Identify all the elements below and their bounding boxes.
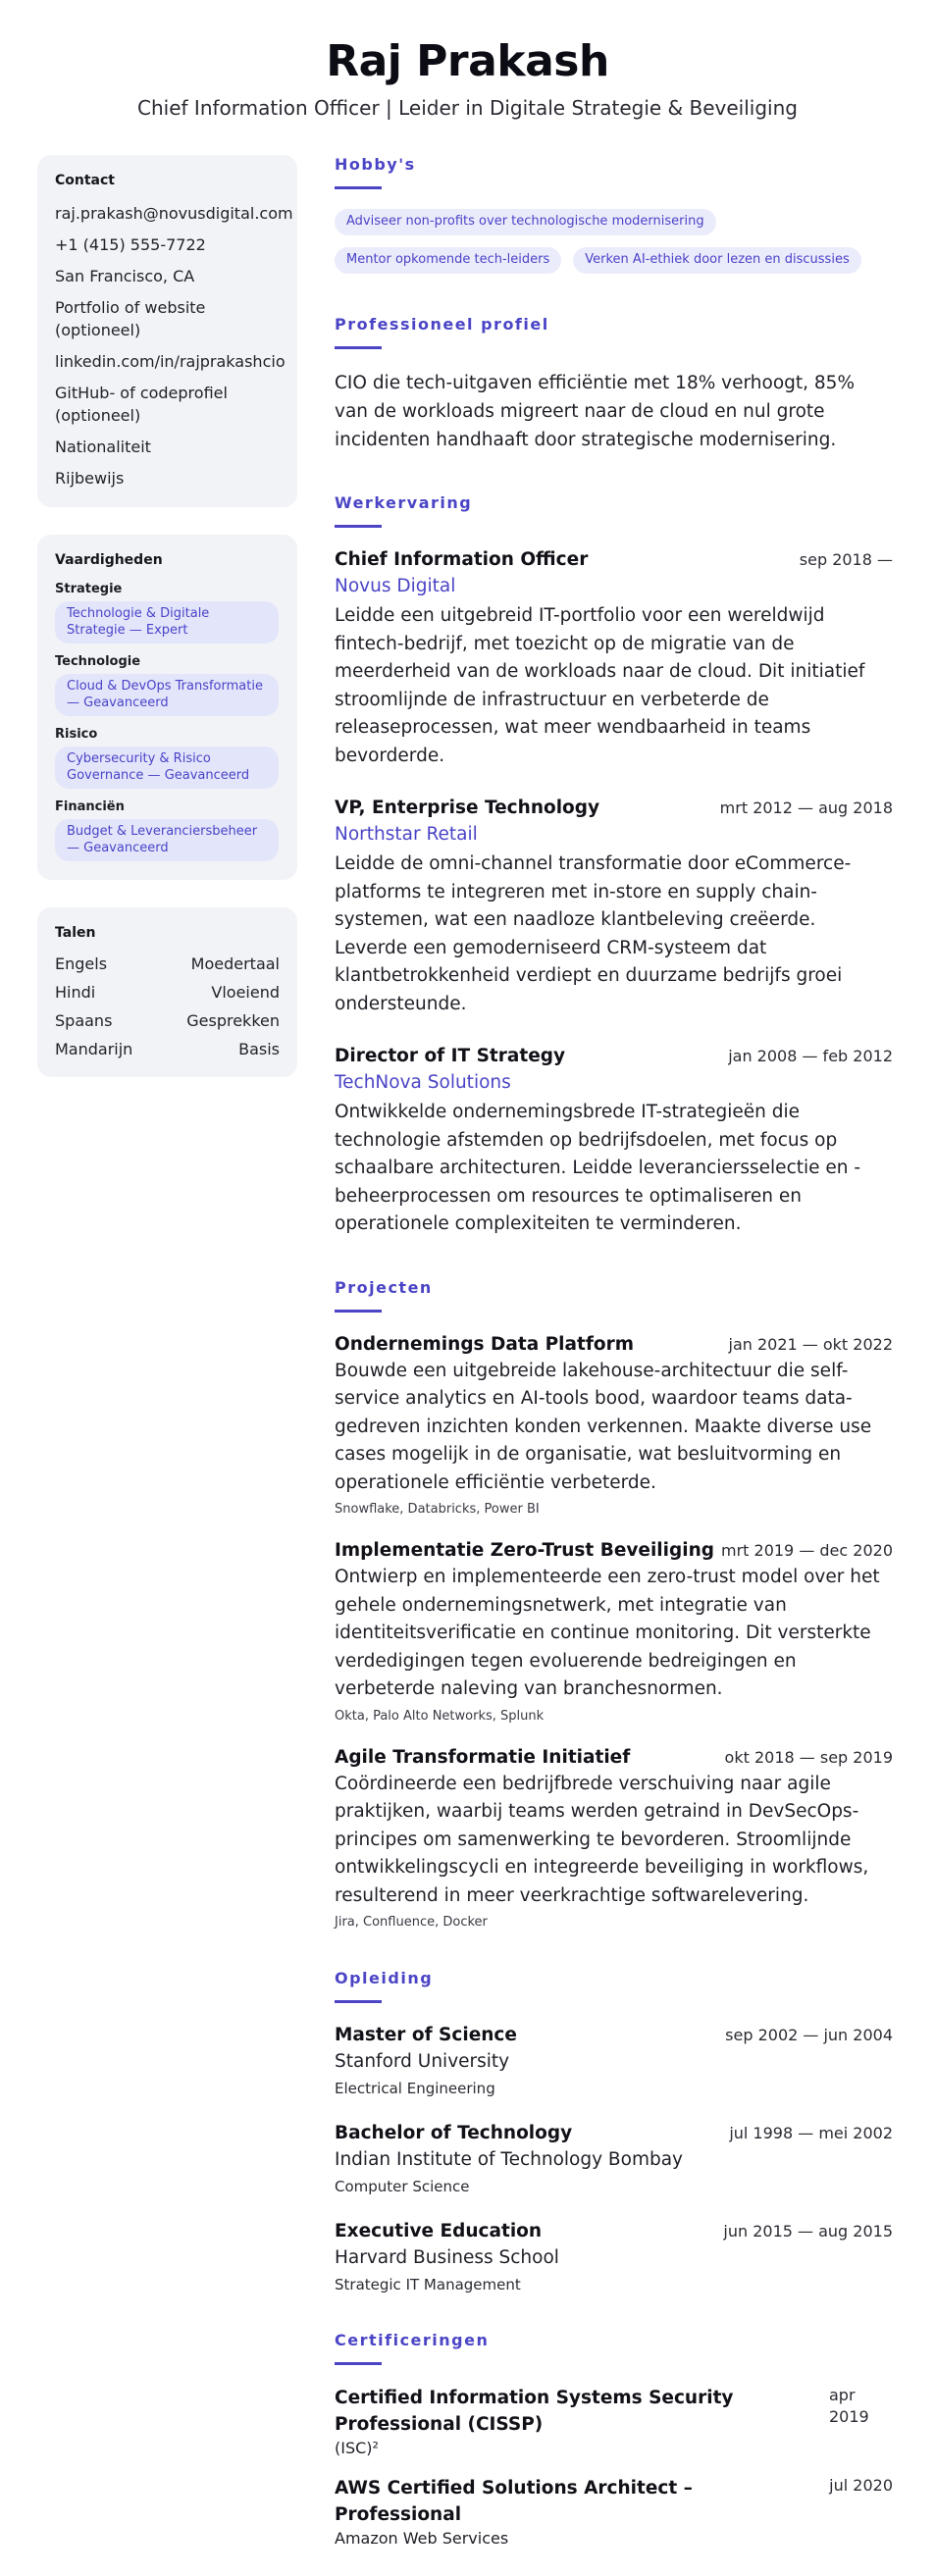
certification-entry xyxy=(335,2475,893,2550)
section-title: Hobby's xyxy=(335,155,416,174)
project-description: Coördineerde een bedrijfbrede verschuiving naar agile praktijken, waarbij teams werden getraind in DevSecOps-principes om samenwerking te bevorderen. Stroomlijnde ontwikkelingscycli en integreerde beveiliging in workflows, resulterend in meer veerkrachtige softwarelevering. xyxy=(335,1773,869,1906)
language-row xyxy=(55,1011,280,1031)
job-description: Leidde een uitgebreid IT-portfolio voor een wereldwijd fintech-bedrijf, met toezicht op de migratie van de meerderheid van de workloads naar de cloud. Dit initiatief stroomlijnde de infrastructuur en verbeterde de releaseprocessen, wat meer wendbaarheid in teams bevorderde. xyxy=(335,605,865,766)
certification-issuer: Amazon Web Services xyxy=(335,2529,509,2548)
language-level: Vloeiend xyxy=(211,983,280,1002)
resume-body xyxy=(37,155,893,2565)
certification-name: Certified Information Systems Security Professional (CISSP) xyxy=(335,2388,734,2435)
contact-nationality: Nationaliteit xyxy=(55,438,151,456)
hobby-tag: Mentor opkomende tech-leiders xyxy=(335,247,561,274)
project-description: Bouwde een uitgebreide lakehouse-architectuur die self-service analytics en AI-tools bood, waardoor teams data-gedreven inzichten konden verkennen. Maakte diverse use cases mogelijk in de organisatie, wat besluitvorming en operationele efficiëntie verbeterde. xyxy=(335,1360,872,1493)
skill-pill: Budget & Leveranciersbeheer — Geavanceerd xyxy=(55,819,279,861)
language-level: Moedertaal xyxy=(190,954,280,973)
degree-name: Master of Science xyxy=(335,2025,517,2045)
skill-pill: Cybersecurity & Risico Governance — Geavanceerd xyxy=(55,747,279,789)
section-divider xyxy=(335,1310,382,1313)
project-name: Implementatie Zero-Trust Beveiliging xyxy=(335,1540,714,1561)
languages-card xyxy=(37,907,297,1077)
contact-github[interactable]: GitHub- of codeprofiel (optioneel) xyxy=(55,384,228,425)
certification-name: AWS Certified Solutions Architect – Professional xyxy=(335,2478,693,2525)
project-tech-stack: Okta, Palo Alto Networks, Splunk xyxy=(335,1708,545,1724)
certification-entry xyxy=(335,2385,893,2459)
section-title: Projecten xyxy=(335,1277,433,1297)
sidebar xyxy=(37,155,297,2565)
contact-linkedin[interactable]: linkedin.com/in/rajprakashcio xyxy=(55,352,286,371)
field-of-study: Computer Science xyxy=(335,2178,470,2195)
company-name: Novus Digital xyxy=(335,576,456,596)
language-row xyxy=(55,983,280,1003)
project-tech-stack: Jira, Confluence, Docker xyxy=(335,1915,488,1930)
school-name: Stanford University xyxy=(335,2051,510,2072)
education-entry xyxy=(335,2121,893,2197)
experience-section xyxy=(335,493,893,1239)
skills-card xyxy=(37,535,297,880)
skill-group xyxy=(55,799,280,861)
language-row xyxy=(55,1040,280,1059)
contact-email[interactable]: raj.prakash@novusdigital.com xyxy=(55,204,293,223)
skill-group xyxy=(55,654,280,716)
section-divider xyxy=(335,2000,382,2003)
school-name: Indian Institute of Technology Bombay xyxy=(335,2149,683,2170)
certification-issuer: (ISC)² xyxy=(335,2439,379,2457)
candidate-headline: Chief Information Officer | Leider in Digitale Strategie & Beveiliging xyxy=(137,96,798,120)
job-dates: jan 2008 — feb 2012 xyxy=(728,1047,893,1065)
project-dates: okt 2018 — sep 2019 xyxy=(724,1747,893,1767)
hobby-list xyxy=(335,209,893,274)
profile-section xyxy=(335,315,893,454)
education-entry xyxy=(335,2023,893,2099)
project-dates: jan 2021 — okt 2022 xyxy=(728,1334,893,1354)
project-tech-stack: Snowflake, Databricks, Power BI xyxy=(335,1502,540,1517)
project-name: Ondernemings Data Platform xyxy=(335,1333,635,1355)
section-title: Certificeringen xyxy=(335,2331,490,2349)
degree-name: Bachelor of Technology xyxy=(335,2123,573,2143)
company-name: TechNova Solutions xyxy=(335,1072,511,1093)
language-name: Spaans xyxy=(55,1011,113,1030)
project-entry xyxy=(335,1745,893,1932)
skill-category: Risico xyxy=(55,727,98,742)
language-level: Gesprekken xyxy=(186,1011,280,1030)
project-entry xyxy=(335,1332,893,1520)
contact-title: Contact xyxy=(55,173,115,188)
education-dates: jun 2015 — aug 2015 xyxy=(723,2222,893,2241)
language-name: Mandarijn xyxy=(55,1040,133,1058)
job-dates: mrt 2012 — aug 2018 xyxy=(719,799,893,817)
project-description: Ontwierp en implementeerde een zero-trust model over het gehele ondernemingsnetwerk, met integratie van identiteitsverificatie en continue monitoring. Dit versterkte verdedigingen tegen evoluerende bedreigingen en verbeterde naleving van branchesnormen. xyxy=(335,1567,880,1699)
experience-entry xyxy=(335,547,893,770)
section-title: Professioneel profiel xyxy=(335,315,549,334)
certification-date: apr 2019 xyxy=(829,2386,869,2426)
certifications-section xyxy=(335,2331,893,2550)
section-divider xyxy=(335,346,382,349)
experience-entry xyxy=(335,796,893,1018)
skill-category: Financiën xyxy=(55,799,125,814)
contact-phone[interactable]: +1 (415) 555-7722 xyxy=(55,235,206,254)
education-section xyxy=(335,1969,893,2295)
language-name: Hindi xyxy=(55,983,96,1002)
contact-portfolio[interactable]: Portfolio of website (optioneel) xyxy=(55,298,206,339)
company-name: Northstar Retail xyxy=(335,824,478,845)
hobby-tag: Adviseer non-profits over technologische modernisering xyxy=(335,209,716,235)
skill-category: Technologie xyxy=(55,654,141,669)
language-row xyxy=(55,954,280,974)
hobbies-section xyxy=(335,155,893,274)
education-entry xyxy=(335,2219,893,2295)
education-dates: sep 2002 — jun 2004 xyxy=(725,2026,893,2044)
section-divider xyxy=(335,525,382,528)
skill-group xyxy=(55,582,280,644)
job-dates: sep 2018 — xyxy=(799,550,893,569)
project-dates: mrt 2019 — dec 2020 xyxy=(720,1541,893,1560)
languages-title: Talen xyxy=(55,925,96,941)
skill-pill: Technologie & Digitale Strategie — Expert xyxy=(55,601,279,644)
contact-location: San Francisco, CA xyxy=(55,267,195,285)
section-title: Werkervaring xyxy=(335,493,473,512)
experience-entry xyxy=(335,1044,893,1239)
candidate-name: Raj Prakash xyxy=(326,36,609,86)
job-title: Director of IT Strategy xyxy=(335,1046,566,1066)
resume-header xyxy=(0,0,935,123)
skill-category: Strategie xyxy=(55,582,123,596)
section-title: Opleiding xyxy=(335,1969,434,1987)
field-of-study: Electrical Engineering xyxy=(335,2080,495,2097)
job-description: Ontwikkelde ondernemingsbrede IT-strategieën die technologie afstemden op bedrijfsdoelen, met focus op schaalbare architecturen. Leidde leveranciersselectie en -beheerprocessen om resources te optimaliseren en operationele complexiteiten te verminderen. xyxy=(335,1102,861,1234)
language-level: Basis xyxy=(238,1040,280,1058)
job-title: VP, Enterprise Technology xyxy=(335,798,600,818)
profile-summary: CIO die tech-uitgaven efficiëntie met 18% verhoogt, 85% van de workloads migreert naar de cloud en nul grote incidenten handhaaft door strategische modernisering. xyxy=(335,373,856,450)
projects-section xyxy=(335,1278,893,1932)
certification-date: jul 2020 xyxy=(829,2476,893,2495)
field-of-study: Strategic IT Management xyxy=(335,2276,521,2293)
language-name: Engels xyxy=(55,954,108,973)
contact-license: Rijbewijs xyxy=(55,469,125,488)
section-divider xyxy=(335,2362,382,2365)
school-name: Harvard Business School xyxy=(335,2247,559,2268)
skills-title: Vaardigheden xyxy=(55,552,163,568)
hobby-tag: Verken AI-ethiek door lezen en discussies xyxy=(573,247,860,274)
education-dates: jul 1998 — mei 2002 xyxy=(729,2124,893,2142)
skill-group xyxy=(55,727,280,789)
project-name: Agile Transformatie Initiatief xyxy=(335,1746,631,1768)
job-description: Leidde de omni-channel transformatie door eCommerce-platforms te integreren met in-store en supply chain-systemen, wat een naadloze klantbeleving creëerde. Leverde een gemoderniseerd CRM-systeem dat klantbetrokkenheid verdiept en duurzame bedrijfs groei ondersteunde. xyxy=(335,853,852,1014)
section-divider xyxy=(335,186,382,189)
main-content xyxy=(335,155,893,2565)
project-entry xyxy=(335,1538,893,1726)
skill-pill: Cloud & DevOps Transformatie — Geavanceerd xyxy=(55,674,279,716)
degree-name: Executive Education xyxy=(335,2221,543,2241)
contact-card xyxy=(37,155,297,507)
job-title: Chief Information Officer xyxy=(335,549,589,570)
